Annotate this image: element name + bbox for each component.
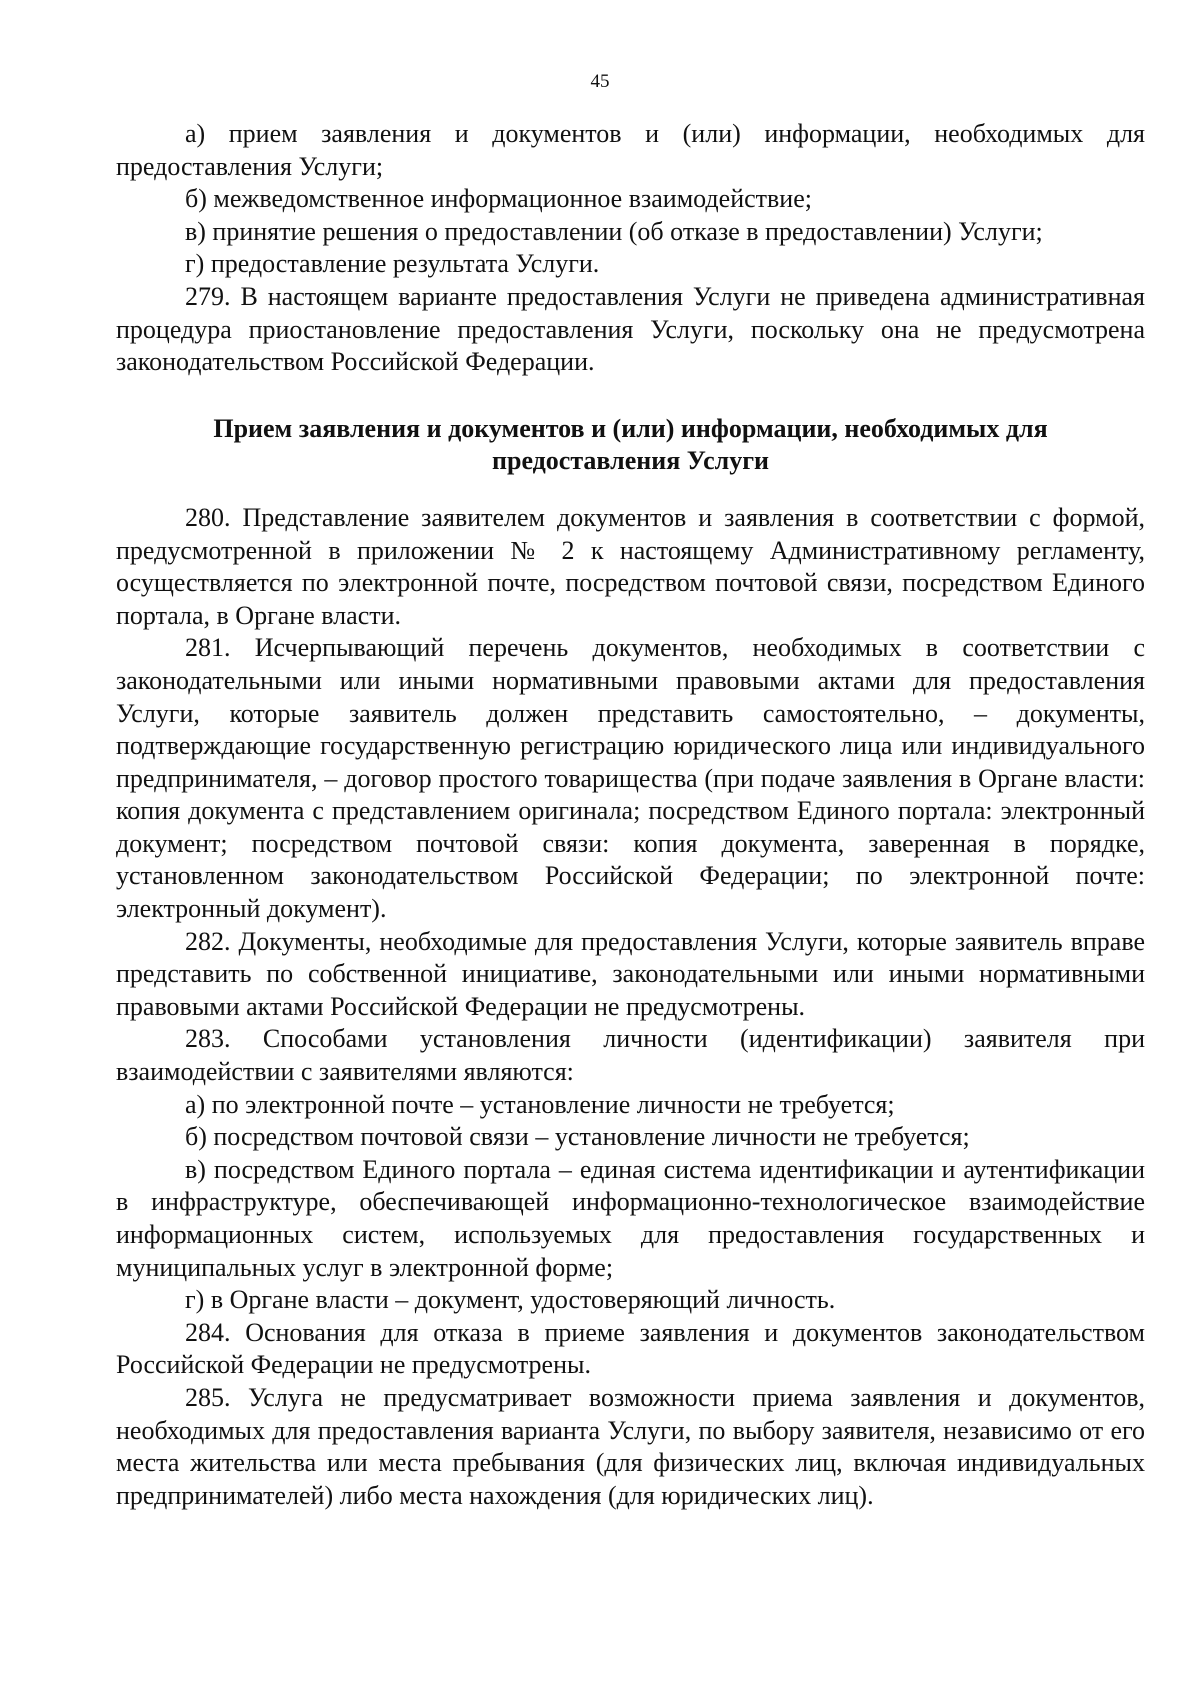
paragraph-279: 279. В настоящем варианте предоставления Услуги не приведена административная процедура приостановление предоставления Услуги, поскольку она не предусмотрена законодательством Российской Федерации. bbox=[116, 281, 1145, 377]
paragraph-285: 285. Услуга не предусматривает возможности приема заявления и документов, необходимых для предоставления варианта Услуги, по выбору заявителя, независимо от его места жительства или места пребывания (для физических лиц, включая индивидуальных предпринимателей) либо места нахождения (для юридических лиц). bbox=[116, 1382, 1145, 1510]
section-heading: Прием заявления и документов и (или) информации, необходимых для предоставления Услуги bbox=[213, 413, 1048, 476]
list-item-b-interagency: б) межведомственное информационное взаимодействие; bbox=[185, 184, 812, 214]
paragraph-282: 282. Документы, необходимые для предоставления Услуги, которые заявитель вправе представить по собственной инициативе, законодательными или иными нормативными правовыми актами Российской Федерации не предусмотрены. bbox=[116, 926, 1145, 1021]
paragraph-283: 283. Способами установления личности (идентификации) заявителя при взаимодействии с заявителями являются: bbox=[116, 1024, 1145, 1087]
paragraph-284: 284. Основания для отказа в приеме заявления и документов законодательством Российской Федерации не предусмотрены. bbox=[116, 1317, 1145, 1380]
list-item-g-result: г) предоставление результата Услуги. bbox=[185, 249, 600, 279]
list-item-g-authority: г) в Органе власти – документ, удостоверяющий личность. bbox=[185, 1285, 836, 1315]
page-number: 45 bbox=[590, 71, 610, 92]
list-item-b-postal: б) посредством почтовой связи – установление личности не требуется; bbox=[185, 1122, 970, 1152]
list-item-v-decision: в) принятие решения о предоставлении (об отказе в предоставлении) Услуги; bbox=[185, 216, 1043, 246]
paragraph-281: 281. Исчерпывающий перечень документов, необходимых в соответствии с законодательными или иными нормативными правовыми актами для предоставления Услуги, которые заявитель должен представить самостоятельно, – документы, подтверждающие государственную регистрацию юридического лица или индивидуального предпринимателя, – договор простого товарищества (при подаче заявления в Органе власти: копия документа с представлением оригинала; посредством Единого портала: электронный документ; посредством почтовой связи: копия документа, заверенная в порядке, установленном законодательством Российской Федерации; по электронной почте: электронный документ). bbox=[116, 633, 1145, 924]
paragraph-280: 280. Представление заявителем документов и заявления в соответствии с формой, предусмотренной в приложении № 2 к настоящему Административному регламенту, осуществляется по электронной почте, посредством почтовой связи, посредством Единого портала, в Органе власти. bbox=[116, 502, 1145, 630]
list-item-a-receipt: а) прием заявления и документов и (или) информации, необходимых для предоставления Услуги; bbox=[116, 119, 1145, 181]
list-item-v-portal: в) посредством Единого портала – единая система идентификации и аутентификации в инфраструктуре, обеспечивающей информационно-технологическое взаимодействие информационных систем, используемых для предоставления государственных и муниципальных услуг в электронной форме; bbox=[116, 1154, 1145, 1282]
document-body bbox=[116, 118, 1145, 1512]
list-item-a-email: а) по электронной почте – установление личности не требуется; bbox=[185, 1089, 895, 1119]
